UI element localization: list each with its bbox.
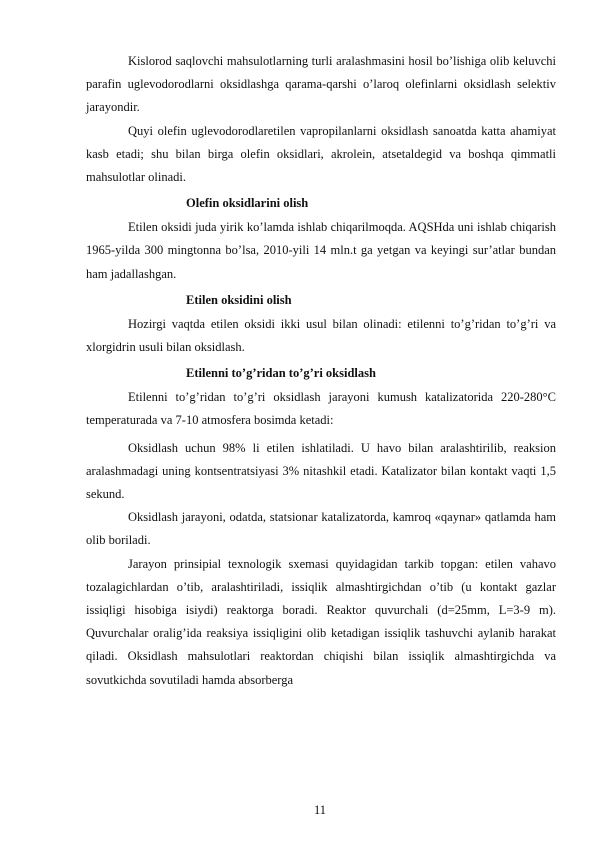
paragraph: Jarayon prinsipial texnologik sxemasi quyidagidan tarkib topgan: etilen vahavo tozalagichlardan o’tib, aralashtiriladi, issiqlik almashtirgichdan o’tib (u kontakt gazlar issiqligi hisobiga isiydi) reaktorga boradi. Reaktor quvurchali (d=25mm, L=3-9 m). Quvurchalar oralig’ida reaksiya issiqligini olib ketadigan issiqlik tashuvchi aylanib harakat qiladi. Oksidlash mahsulotlari reaktordan chiqishi bilan issiqlik almashtirgichda va sovutkichda sovutiladi hamda absorberga: [86, 556, 556, 687]
paragraph: Quyi olefin uglevodorodlaretilen vapropilanlarni oksidlash sanoatda katta ahamiyat kasb etadi; shu bilan birga olefin oksidlari, akrolein, atsetaldegid va boshqa qimmatli mahsulotlar olinadi.: [86, 123, 556, 185]
paragraph: Hozirgi vaqtda etilen oksidi ikki usul bilan olinadi: etilenni to’g’ridan to’g’ri va xlorgidrin usuli bilan oksidlash.: [86, 316, 556, 355]
paragraph: Kislorod saqlovchi mahsulotlarning turli aralashmasini hosil bo’lishiga olib keluvchi parafin uglevodorodlarni oksidlashga qarama-qarshi o’laroq olefinlarni oksidlash selektiv jarayondir.: [86, 54, 556, 115]
paragraph: Etilenni to’g’ridan to’g’ri oksidlash jarayoni kumush katalizatorida 220-280°C temperaturada va 7-10 atmosfera bosimda ketadi:: [86, 390, 556, 428]
section-heading: Etilen oksidini olish: [186, 292, 292, 307]
document-page: [86, 50, 556, 692]
paragraph: Oksidlash uchun 98% li etilen ishlatiladi. U havo bilan aralashtirilib, reaksion aralashmadagi uning kontsentratsiyasi 3% nitashkil etadi. Katalizator bilan kontakt vaqti 1,5 sekund.: [86, 440, 556, 502]
paragraph: Oksidlash jarayoni, odatda, statsionar katalizatorda, kamroq «qaynar» qatlamda ham olib boriladi.: [86, 510, 556, 548]
section-heading: Etilenni to’g’ridan to’g’ri oksidlash: [186, 366, 376, 381]
section-heading: Olefin oksidlarini olish: [186, 196, 309, 211]
page-number: 11: [313, 803, 327, 817]
paragraph: Etilen oksidi juda yirik ko’lamda ishlab chiqarilmoqda. AQSHda uni ishlab chiqarish 1965-yilda 300 mingtonna bo’lsa, 2010-yili 14 mln.t ga yetgan va keyingi sur’atlar bundan ham jadallashgan.: [86, 220, 556, 281]
